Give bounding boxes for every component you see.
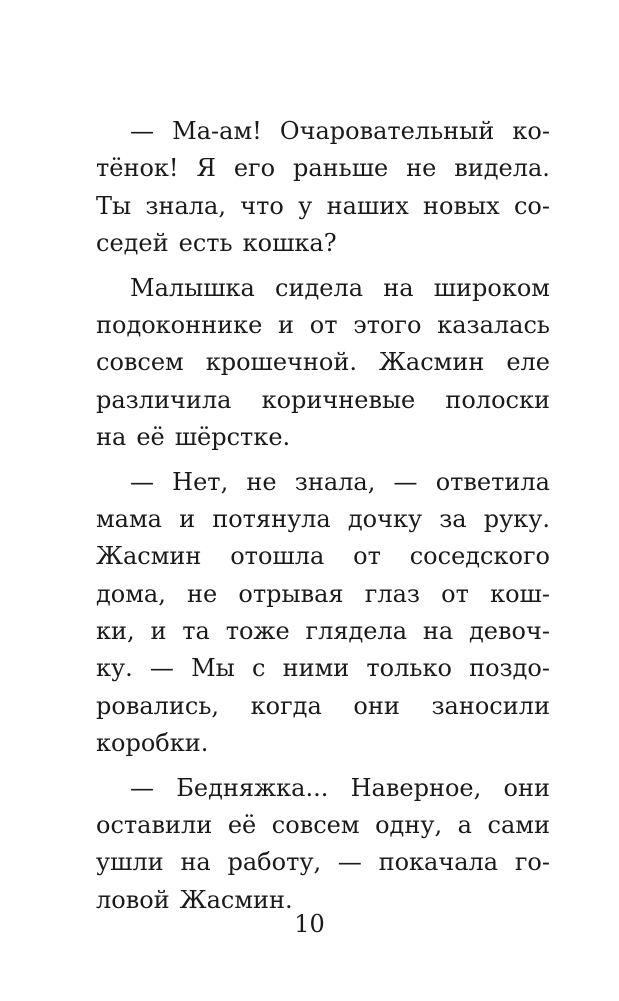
text-line xyxy=(96,688,550,725)
word: сами xyxy=(487,811,550,840)
word: ответила xyxy=(435,467,550,496)
text-line xyxy=(96,382,550,419)
word: не xyxy=(246,467,277,496)
word: Малышка xyxy=(130,273,255,302)
word: что xyxy=(240,191,284,220)
paragraph xyxy=(96,113,550,263)
word: на xyxy=(422,617,454,646)
word: от xyxy=(441,579,469,608)
word: широком xyxy=(433,273,550,302)
word: глаз xyxy=(364,579,420,608)
word: ки, xyxy=(96,617,135,646)
word: глядела xyxy=(305,617,408,646)
word: шёрстке. xyxy=(174,423,291,452)
word: — xyxy=(337,848,362,877)
word: работу, xyxy=(227,848,322,877)
word: его xyxy=(233,154,276,183)
word: не xyxy=(187,579,218,608)
word: мама xyxy=(96,504,162,533)
word: соседского xyxy=(409,542,550,571)
word: со- xyxy=(513,191,550,220)
word: Ма-ам! xyxy=(172,117,262,145)
word: крошечной. xyxy=(205,348,357,377)
word: раньше xyxy=(292,154,389,183)
word: — xyxy=(130,773,154,802)
word: на xyxy=(180,848,211,877)
word: наших xyxy=(326,191,409,220)
word: знала, xyxy=(145,191,226,220)
word: её xyxy=(136,423,165,452)
word: видела. xyxy=(454,154,550,183)
word: Я xyxy=(196,154,216,183)
word: на xyxy=(96,423,127,452)
word: знала, xyxy=(294,467,376,496)
word: и xyxy=(278,310,295,339)
word: на xyxy=(383,273,414,302)
word: руку. xyxy=(483,504,550,533)
word: ловой xyxy=(96,885,170,914)
word: — xyxy=(130,467,154,496)
word: еле xyxy=(506,348,550,377)
word: ушли xyxy=(96,848,164,877)
word: Нет, xyxy=(172,467,229,496)
text-line xyxy=(96,419,550,456)
text-line xyxy=(96,150,550,187)
word: — xyxy=(393,467,418,496)
word: совсем xyxy=(96,348,184,377)
word: с xyxy=(251,654,266,683)
word: полоски xyxy=(445,385,550,414)
word: казалась xyxy=(437,310,550,339)
word: заносили xyxy=(431,691,550,720)
text-line xyxy=(96,113,550,150)
word: Жасмин xyxy=(378,348,485,377)
word: Бедняжка... xyxy=(176,773,329,802)
word: этого xyxy=(353,310,422,339)
paragraph-gap xyxy=(96,457,550,464)
paragraph xyxy=(96,464,550,763)
word: они xyxy=(353,691,400,720)
word: и xyxy=(150,617,167,646)
word: сидела xyxy=(275,273,364,302)
word: дома, xyxy=(96,579,166,608)
text-line xyxy=(96,770,550,807)
text-line xyxy=(96,725,550,762)
body-text xyxy=(96,113,550,919)
word: ку. xyxy=(96,654,133,683)
word: и xyxy=(179,504,196,533)
word: Ты xyxy=(96,191,132,220)
text-line xyxy=(96,307,550,344)
word: покачала xyxy=(378,848,499,877)
text-line xyxy=(96,344,550,381)
word: есть xyxy=(178,229,233,258)
text-line xyxy=(96,501,550,538)
word: одну, xyxy=(375,811,443,840)
paragraph xyxy=(96,270,550,457)
word: её xyxy=(227,811,257,840)
text-line xyxy=(96,538,550,575)
word: от xyxy=(309,310,338,339)
word: отрывая xyxy=(238,579,344,608)
text-line xyxy=(96,613,550,650)
word: ними xyxy=(282,654,350,683)
text-line xyxy=(96,844,550,881)
word: та xyxy=(182,617,210,646)
word: они xyxy=(503,773,550,802)
paragraph-gap xyxy=(96,263,550,270)
word: когда xyxy=(250,691,322,720)
word: седей xyxy=(96,229,169,258)
word: за xyxy=(439,504,467,533)
word: Жасмин. xyxy=(179,885,293,914)
word: коробки. xyxy=(96,729,209,758)
word: дочку xyxy=(347,504,423,533)
word: оставили xyxy=(96,811,213,840)
word: отошла xyxy=(230,542,325,571)
word: го- xyxy=(514,848,550,877)
word: не xyxy=(406,154,437,183)
word: Очаровательный xyxy=(279,117,495,145)
word: поздо- xyxy=(469,654,550,683)
text-line xyxy=(96,270,550,307)
word: тоже xyxy=(225,617,290,646)
word: потянула xyxy=(212,504,331,533)
text-line xyxy=(96,464,550,501)
word: новых xyxy=(423,191,500,220)
word: кошка? xyxy=(242,229,337,258)
word: коричневые xyxy=(261,385,416,414)
word: Жасмин xyxy=(96,542,202,571)
paragraph xyxy=(96,770,550,920)
page-number: 10 xyxy=(294,910,325,938)
word: девоч- xyxy=(469,617,550,646)
text-line xyxy=(96,225,550,262)
word: ровались, xyxy=(96,691,220,720)
word: кош- xyxy=(490,579,550,608)
word: различила xyxy=(96,385,232,414)
text-line xyxy=(96,188,550,225)
text-line xyxy=(96,650,550,687)
word: совсем xyxy=(271,811,360,840)
text-line xyxy=(96,807,550,844)
word: от xyxy=(353,542,381,571)
word: только xyxy=(366,654,452,683)
word: ко- xyxy=(512,117,550,145)
word: а xyxy=(457,811,472,840)
word: — xyxy=(149,654,174,683)
word: — xyxy=(130,117,154,145)
word: у xyxy=(298,191,313,220)
word: Мы xyxy=(191,654,235,683)
paragraph-gap xyxy=(96,763,550,770)
text-line xyxy=(96,576,550,613)
word: подоконнике xyxy=(96,310,263,339)
word: тёнок! xyxy=(96,154,179,183)
word: Наверное, xyxy=(350,773,482,802)
